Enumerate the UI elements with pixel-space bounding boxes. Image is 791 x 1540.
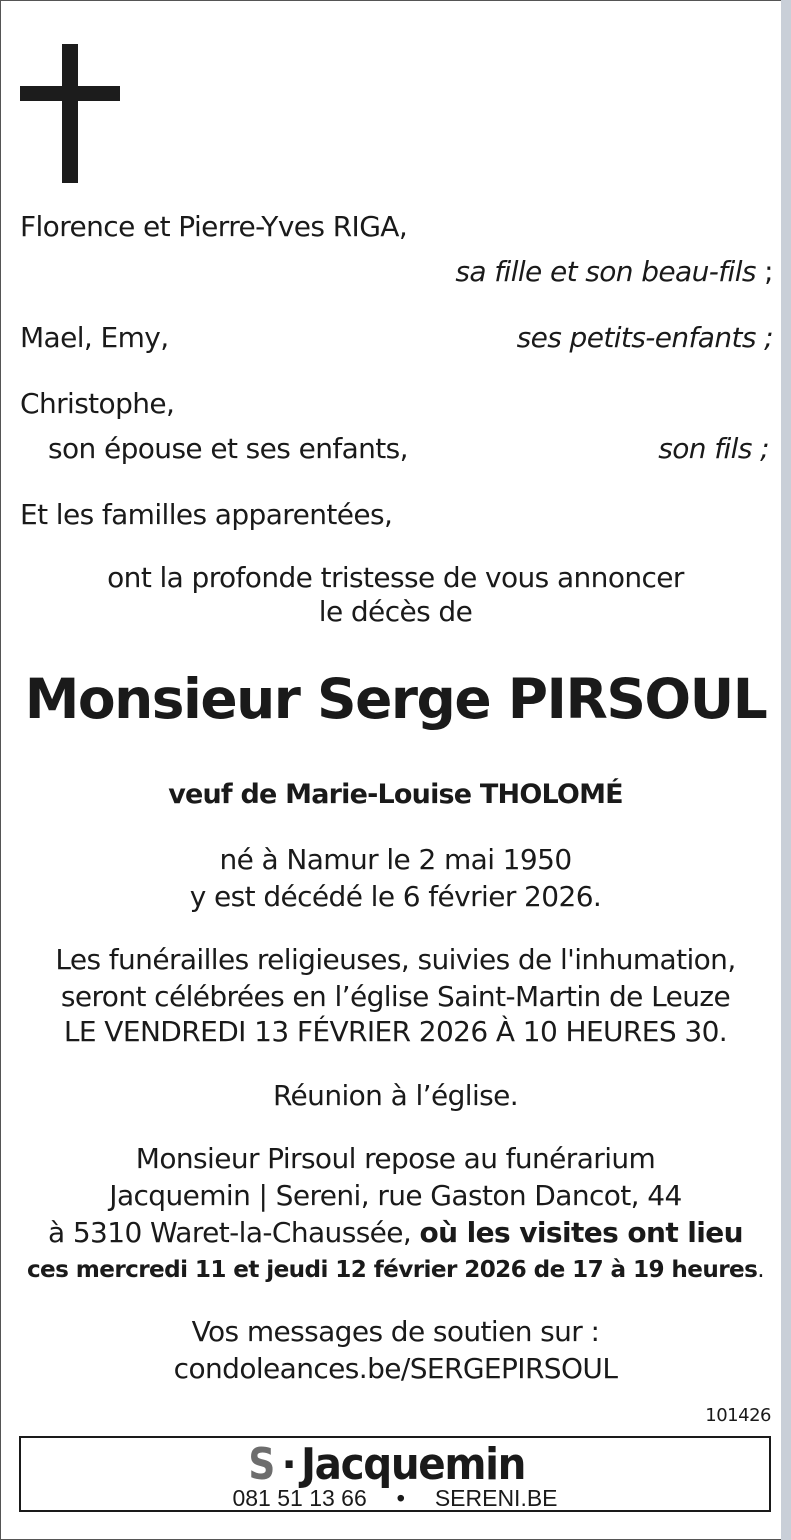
rest-line-3: à 5310 Waret-la-Chaussée, où les visites ont lieu — [47, 1216, 743, 1249]
family-name-4: Et les familles apparentées, — [20, 498, 393, 531]
funeral-home-logo — [21, 1440, 769, 1490]
intro-line-1: ont la profonde tristesse de vous annoncer — [107, 561, 684, 594]
family-name-3: Christophe, — [20, 387, 175, 420]
family-relation-3: son fils ; — [658, 432, 769, 465]
funeral-line-2: seront célébrées en l’église Saint-Martin de Leuze — [60, 980, 731, 1013]
logo-dot: · — [281, 1442, 297, 1488]
rest-line-2: Jacquemin | Sereni, rue Gaston Dancot, 44 — [109, 1179, 682, 1212]
widower-of: veuf de Marie-Louise THOLOMÉ — [168, 779, 623, 810]
funeral-home-contact — [21, 1486, 769, 1510]
meeting-line: Réunion à l’église. — [272, 1079, 519, 1112]
family-relation-1: sa fille et son beau-fils ; — [455, 255, 773, 288]
cross-icon — [20, 44, 120, 184]
rest-line-1: Monsieur Pirsoul repose au funérarium — [135, 1142, 656, 1175]
page-edge-shade — [781, 0, 791, 1540]
funeral-home-logo-box — [19, 1436, 771, 1512]
funeral-home-website: SERENI.BE — [434, 1485, 558, 1511]
funeral-line-3: LE VENDREDI 13 FÉVRIER 2026 À 10 HEURES 30. — [63, 1015, 728, 1048]
bullet-separator: • — [396, 1485, 405, 1511]
funeral-home-name: Jacquemin — [300, 1439, 525, 1490]
death-line: y est décédé le 6 février 2026. — [189, 880, 602, 913]
messages-url: condoleances.be/SERGEPIRSOUL — [173, 1352, 618, 1385]
funeral-line-1: Les funérailles religieuses, suivies de l'inhumation, — [55, 943, 736, 976]
deceased-name: Monsieur Serge PIRSOUL — [24, 667, 767, 731]
funeral-home-phone: 081 51 13 66 — [232, 1485, 367, 1511]
family-name-1: Florence et Pierre-Yves RIGA, — [20, 210, 408, 243]
rest-line-4: ces mercredi 11 et jeudi 12 février 2026 de 17 à 19 heures. — [26, 1257, 765, 1283]
messages-line-1: Vos messages de soutien sur : — [191, 1315, 600, 1348]
family-relation-2: ses petits-enfants ; — [516, 321, 773, 354]
reference-number: 101426 — [705, 1405, 771, 1426]
sereni-s-logo-icon: S — [248, 1439, 276, 1490]
family-name-3-sub: son épouse et ses enfants, — [48, 432, 408, 465]
family-name-2: Mael, Emy, — [20, 321, 169, 354]
intro-line-2: le décès de — [318, 595, 473, 628]
birth-line: né à Namur le 2 mai 1950 — [219, 843, 572, 876]
